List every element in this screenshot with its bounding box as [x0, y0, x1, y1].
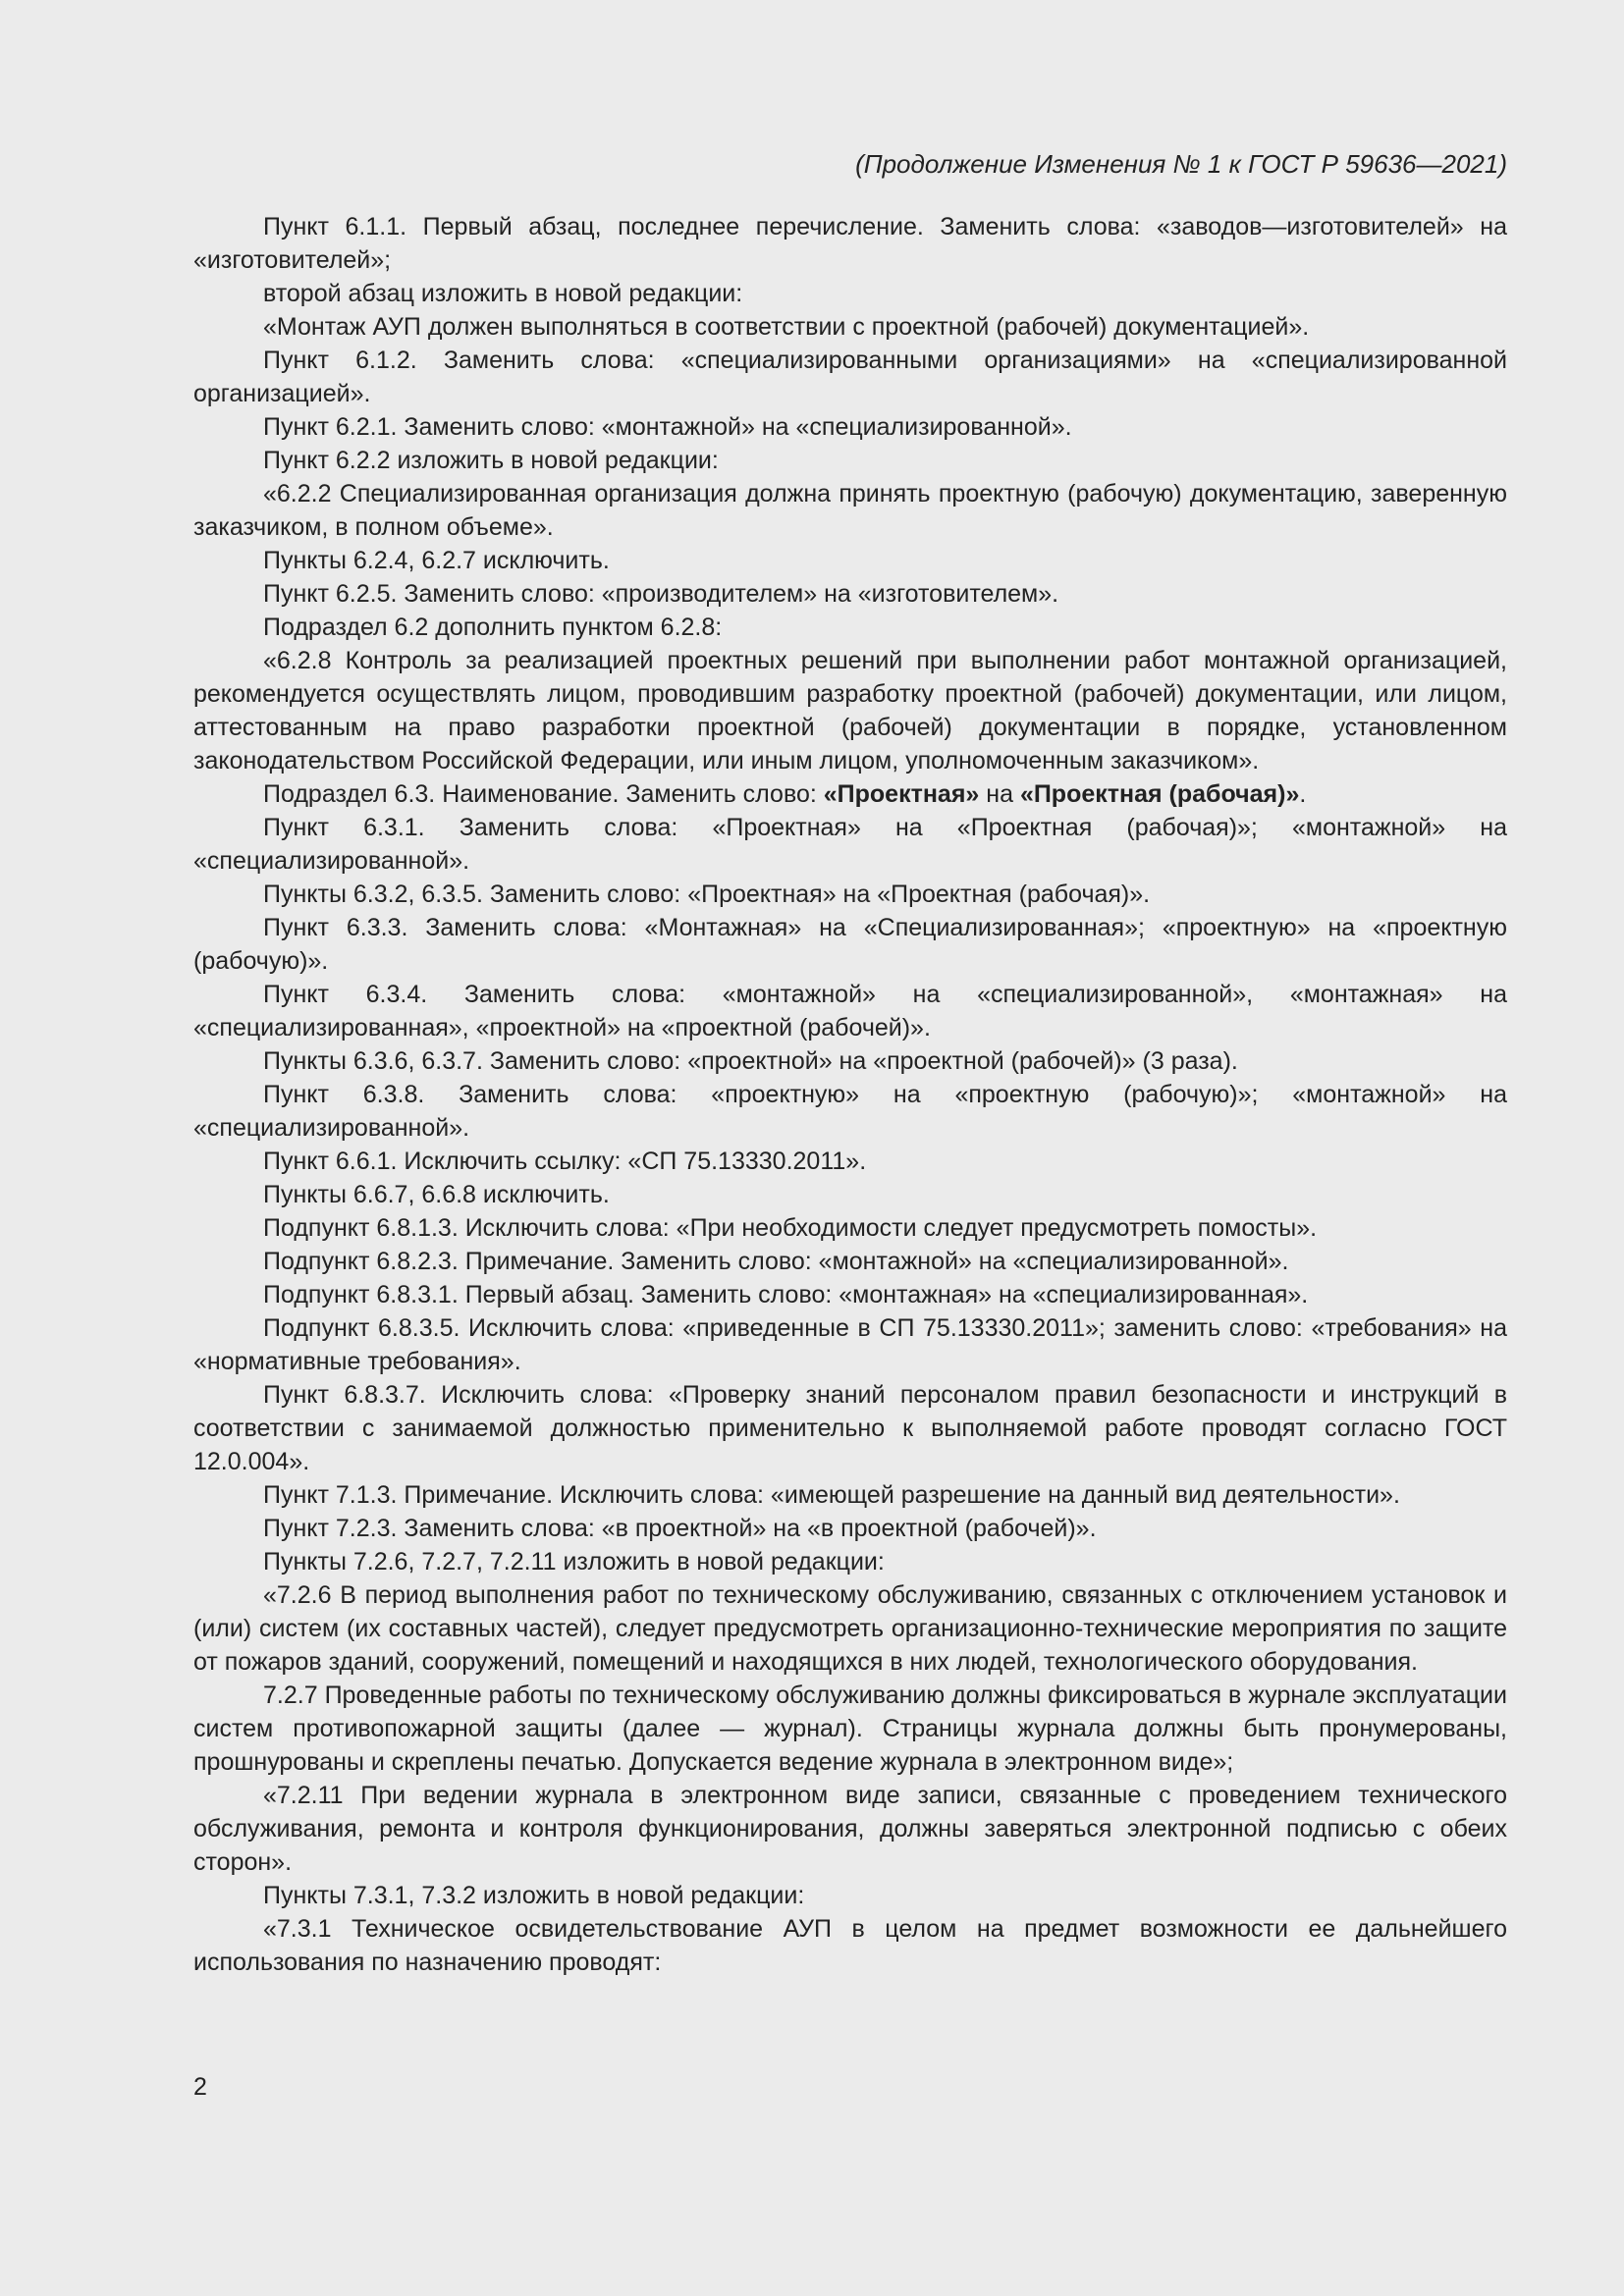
- paragraph: Подпункт 6.8.2.3. Примечание. Заменить слово: «монтажной» на «специализированной».: [263, 1248, 1289, 1275]
- subsection-suffix: .: [1299, 780, 1307, 808]
- document-page: [193, 0, 1507, 2296]
- paragraph: «6.2.8 Контроль за реализацией проектных решений при выполнении работ монтажной организацией, рекомендуется осуществлять лицом, проводившим разработку проектной (рабочей) документации, или лицом, аттестованным на право разработки проектной (рабочей) документации в порядке, установленном законодательством Российской Федерации, или иным лицом, уполномоченным заказчиком».: [193, 647, 1507, 774]
- paragraph: Пункты 6.3.2, 6.3.5. Заменить слово: «Проектная» на «Проектная (рабочая)».: [263, 881, 1151, 908]
- paragraph: Пункты 7.2.6, 7.2.7, 7.2.11 изложить в новой редакции:: [263, 1548, 885, 1575]
- paragraph: «6.2.2 Специализированная организация должна принять проектную (рабочую) документацию, заверенную заказчиком, в полном объеме».: [193, 480, 1507, 541]
- subsection-mid: на: [979, 780, 1020, 808]
- paragraph: Подпункт 6.8.1.3. Исключить слова: «При необходимости следует предусмотреть помосты».: [263, 1214, 1318, 1242]
- paragraph: Пункт 6.2.2 изложить в новой редакции:: [263, 447, 719, 474]
- paragraph: Пункты 6.6.7, 6.6.8 исключить.: [263, 1181, 610, 1208]
- paragraph: Пункт 6.8.3.7. Исключить слова: «Проверку знаний персоналом правил безопасности и инструкций в соответствии с занимаемой должностью применительно к выполняемой работе проводят согласно ГОСТ 12.0.004».: [193, 1381, 1507, 1475]
- paragraph: Пункт 6.1.2. Заменить слова: «специализированными организациями» на «специализированной организацией».: [193, 347, 1507, 407]
- paragraph: «7.3.1 Техническое освидетельствование АУП в целом на предмет возможности ее дальнейшего использования по назначению проводят:: [193, 1915, 1507, 1976]
- paragraph: Пункт 6.3.1. Заменить слова: «Проектная» на «Проектная (рабочая)»; «монтажной» на «специализированной».: [193, 814, 1507, 875]
- paragraph: второй абзац изложить в новой редакции:: [263, 280, 743, 307]
- document-body: [193, 210, 1507, 1979]
- page-header: (Продолжение Изменения № 1 к ГОСТ Р 59636—2021): [855, 149, 1507, 179]
- paragraph: Пункт 6.3.3. Заменить слова: «Монтажная» на «Специализированная»; «проектную» на «проектную (рабочую)».: [193, 914, 1507, 975]
- paragraph: Пункт 6.2.5. Заменить слово: «производителем» на «изготовителем».: [263, 580, 1059, 608]
- paragraph: Пункты 6.2.4, 6.2.7 исключить.: [263, 547, 610, 574]
- paragraph: Пункт 6.1.1. Первый абзац, последнее перечисление. Заменить слова: «заводов—изготовителей» на «изготовителей»;: [193, 213, 1507, 274]
- page-number: 2: [193, 2073, 207, 2101]
- paragraph: Пункт 7.1.3. Примечание. Исключить слова: «имеющей разрешение на данный вид деятельности».: [263, 1481, 1400, 1509]
- paragraph: Подпункт 6.8.3.1. Первый абзац. Заменить слово: «монтажная» на «специализированная».: [263, 1281, 1309, 1308]
- paragraph: «7.2.6 В период выполнения работ по техническому обслуживанию, связанных с отключением установок и (или) систем (их составных частей), следует предусмотреть организационно-технические мероприятия по защите от пожаров зданий, сооружений, помещений и находящихся в них людей, технологического оборудования.: [193, 1581, 1507, 1676]
- paragraph: Подпункт 6.8.3.5. Исключить слова: «приведенные в СП 75.13330.2011»; заменить слово: «требования» на «нормативные требования».: [193, 1314, 1507, 1375]
- paragraph: Подраздел 6.2 дополнить пунктом 6.2.8:: [263, 614, 723, 641]
- paragraph: «7.2.11 При ведении журнала в электронном виде записи, связанные с проведением технического обслуживания, ремонта и контроля функционирования, должны заверяться электронной подписью с обеих сторон».: [193, 1782, 1507, 1876]
- paragraph: Пункты 6.3.6, 6.3.7. Заменить слово: «проектной» на «проектной (рабочей)» (3 раза).: [263, 1047, 1238, 1075]
- paragraph: Пункт 6.6.1. Исключить ссылку: «СП 75.13330.2011».: [263, 1148, 867, 1175]
- subsection-old-term: «Проектная»: [823, 780, 980, 808]
- subsection-prefix: Подраздел 6.3. Наименование. Заменить слово:: [263, 780, 824, 808]
- subsection-new-term: «Проектная (рабочая)»: [1019, 780, 1300, 808]
- paragraph: Пункт 6.3.4. Заменить слова: «монтажной» на «специализированной», «монтажная» на «специализированная», «проектной» на «проектной (рабочей)».: [193, 981, 1507, 1041]
- paragraph-subsection-6-3: [193, 777, 1507, 811]
- paragraph: Пункт 7.2.3. Заменить слова: «в проектной» на «в проектной (рабочей)».: [263, 1515, 1097, 1542]
- paragraph: Пункт 6.2.1. Заменить слово: «монтажной» на «специализированной».: [263, 413, 1072, 441]
- paragraph: Пункты 7.3.1, 7.3.2 изложить в новой редакции:: [263, 1882, 805, 1909]
- paragraph: «Монтаж АУП должен выполняться в соответствии с проектной (рабочей) документацией».: [263, 313, 1310, 341]
- paragraph: 7.2.7 Проведенные работы по техническому обслуживанию должны фиксироваться в журнале эксплуатации систем противопожарной защиты (далее — журнал). Страницы журнала должны быть пронумерованы, прошнурованы и скреплены печатью. Допускается ведение журнала в электронном виде»;: [193, 1682, 1507, 1776]
- paragraph: Пункт 6.3.8. Заменить слова: «проектную» на «проектную (рабочую)»; «монтажной» на «специализированной».: [193, 1081, 1507, 1142]
